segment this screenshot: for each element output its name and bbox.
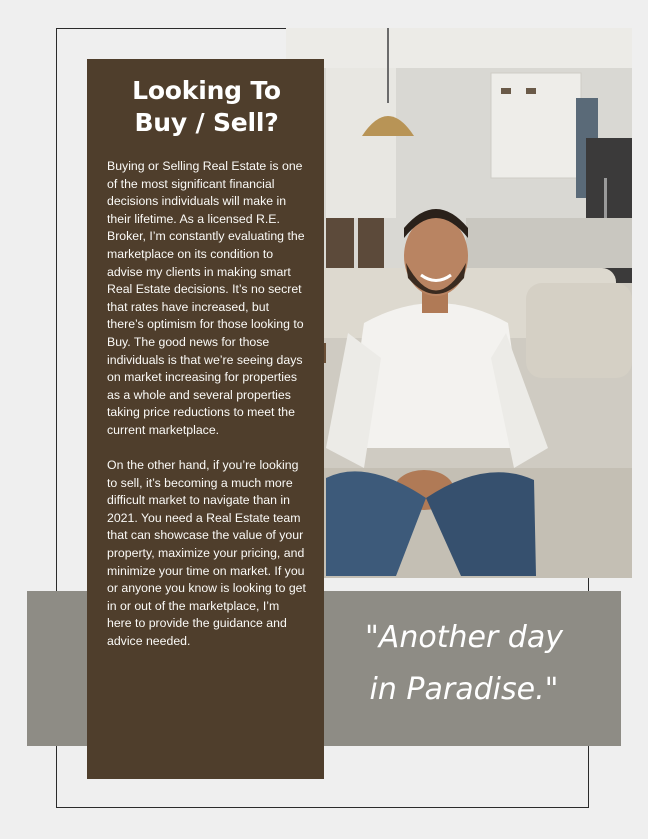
info-card	[87, 59, 324, 779]
quote-line-1: "Another day	[365, 620, 563, 655]
quote-line-2: in Paradise."	[369, 672, 559, 707]
quote-text	[330, 612, 598, 716]
title-line-2: Buy / Sell?	[134, 108, 279, 137]
agent-photo	[286, 28, 632, 578]
selling-paragraph: On the other hand, if you’re looking to sell, it’s becoming a much more difficult market to navigate than in 2021. You need a Real Estate team that can showcase the value of your property, maximize your pricing, and minimize your time on market. If you or anyone you know is looking to get in or out of the marketplace, I’m here to provide the guidance and advice needed.	[107, 458, 306, 649]
card-title	[107, 75, 306, 139]
title-line-1: Looking To	[132, 76, 281, 105]
buying-paragraph: Buying or Selling Real Estate is one of the most significant financial decisions individuals will make in their lifetime. As a licensed R.E. Broker, I’m constantly evaluating the marketplace on its condition to advise my clients in making smart Real Estate decisions. It’s no secret that rates have increased, but there’s optimism for those looking to Buy. The good news for those individuals is that we’re seeing days on market increasing for properties as a whole and several properties taking price reductions to meet the current marketplace.	[107, 159, 305, 437]
